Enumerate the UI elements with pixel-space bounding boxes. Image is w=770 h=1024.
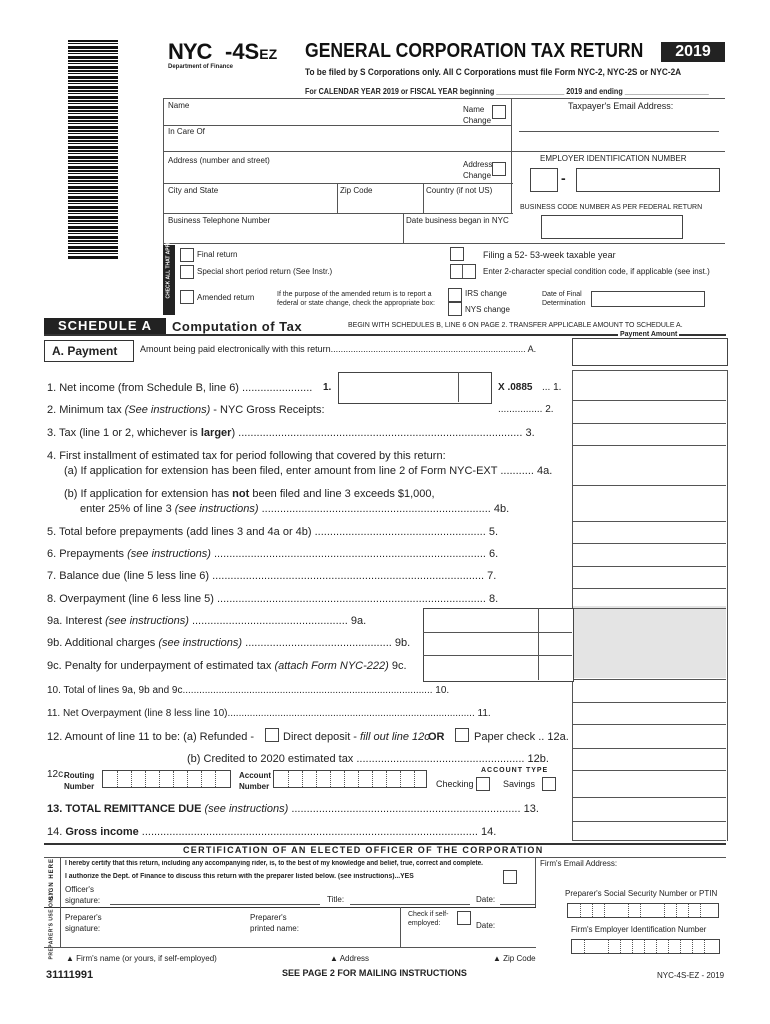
line-10: 10. Total of lines 9a, 9b and 9c.......................................................................................... 10. <box>47 685 450 696</box>
preparer-signature-label: Preparer's signature: <box>65 913 102 933</box>
preparer-use-label: PREPARER'S USE ONLY <box>48 891 55 960</box>
line-2: 2. Minimum tax (See instructions) - NYC Gross Receipts: <box>47 404 325 416</box>
begin-note: BEGIN WITH SCHEDULES B, LINE 6 ON PAGE 2. TRANSFER APPLICABLE AMOUNT TO SCHEDULE A. <box>348 322 683 329</box>
preparer-name-label: Preparer's printed name: <box>250 913 299 933</box>
zip-label: Zip Code <box>340 186 373 195</box>
line-4a: (a) If application for extension has been filed, enter amount from line 2 of Form NYC-EXT ........... 4a. <box>64 465 553 477</box>
self-employed-checkbox[interactable] <box>457 911 471 925</box>
in-care-of-label: In Care Of <box>168 127 205 136</box>
line-8: 8. Overpayment (line 6 less line 5) ........................................................................................ 8. <box>47 593 499 605</box>
line9-input-box[interactable] <box>423 608 574 682</box>
address-change-label: Address Change <box>463 160 493 180</box>
form-code: -4SEZ <box>225 39 278 64</box>
special-condition-label: Enter 2-character special condition code, if applicable (see inst.) <box>483 267 710 276</box>
address-change-checkbox[interactable] <box>492 162 506 176</box>
self-employed-label: Check if self- employed: <box>408 911 449 927</box>
country-label: Country (if not US) <box>426 186 493 195</box>
schedule-a-badge: SCHEDULE A <box>44 318 166 334</box>
line-4b-2: enter 25% of line 3 (see instructions) ........................................................................... 4b. <box>80 503 510 515</box>
bcn-label: BUSINESS CODE NUMBER AS PER FEDERAL RETURN <box>520 204 703 211</box>
firm-address-label: ▲ Address <box>330 954 370 963</box>
line-4b-1: (b) If application for extension has not been filed and line 3 exceeds $1,000, <box>64 488 435 500</box>
form-code-footer: 31111991 <box>46 969 94 981</box>
line-11: 11. Net Overpayment (line 8 less line 10)......................................................................................... 11. <box>47 708 491 719</box>
barcode <box>68 40 118 260</box>
preparer-ssn-label: Preparer's Social Security Number or PTIN <box>565 889 718 898</box>
title-label: Title: <box>327 895 345 904</box>
payment-desc: Amount being paid electronically with this return.............................................................................. A. <box>140 344 537 354</box>
final-return-label: Final return <box>197 250 238 259</box>
city-label: City and State <box>168 186 219 195</box>
line-9b: 9b. Additional charges (see instructions) ................................................ 9b. <box>47 637 411 649</box>
paper-check-checkbox[interactable] <box>455 728 469 742</box>
line-9c: 9c. Penalty for underpayment of estimated tax (attach Form NYC-222) 9c. <box>47 660 407 672</box>
line-6: 6. Prepayments (see instructions) ......................................................................................... 6. <box>47 548 499 560</box>
52-53-week-label: Filing a 52- 53-week taxable year <box>483 250 616 260</box>
authorize-yes-checkbox[interactable] <box>503 870 517 884</box>
form-subtitle: To be filed by S Corporations only. All C Corporations must file Form NYC-2, NYC-2S or NYC-2A <box>305 67 682 77</box>
52-53-week-checkbox[interactable] <box>450 247 464 261</box>
firm-zip-label: ▲ Zip Code <box>493 954 536 963</box>
ein-label: EMPLOYER IDENTIFICATION NUMBER <box>540 154 687 163</box>
line-13: 13. TOTAL REMITTANCE DUE (see instructions) ........................................................................... 13. <box>47 803 539 815</box>
date-final-label: Date of Final Determination <box>542 291 586 307</box>
line-12: 12. Amount of line 11 to be: (a) Refunded - <box>47 731 255 743</box>
officer-signature-label: Officer's signature: <box>65 885 101 905</box>
cert-statement: I hereby certify that this return, including any accompanying rider, is, to the best of my knowledge and belief, true, correct and complete. <box>65 860 483 867</box>
sign-here-label: SIGN HERE <box>49 857 55 900</box>
bcn-input[interactable] <box>541 215 683 239</box>
line-4: 4. First installment of estimated tax for period following that covered by this return: <box>47 450 446 462</box>
amended-checkbox[interactable] <box>180 290 194 304</box>
year-badge: 2019 <box>661 42 725 62</box>
name-label: Name <box>168 101 190 110</box>
routing-label: Routing Number <box>64 771 95 791</box>
ein-dash: - <box>561 170 566 186</box>
line-14: 14. Gross income .............................................................................................................. 14. <box>47 826 497 838</box>
preparer-ssn-input[interactable] <box>567 903 719 918</box>
special-condition-input[interactable] <box>450 264 476 279</box>
mailing-instructions: SEE PAGE 2 FOR MAILING INSTRUCTIONS <box>282 968 467 978</box>
line-3: 3. Tax (line 1 or 2, whichever is larger) ............................................................................................. 3. <box>47 427 535 439</box>
savings-label: Savings <box>503 779 536 789</box>
ein-input-right[interactable] <box>576 168 720 192</box>
amended-note: If the purpose of the amended return is to report a federal or state change, check the appropriate box: <box>277 291 435 307</box>
checking-checkbox[interactable] <box>476 777 490 791</box>
account-type-label: ACCOUNT TYPE <box>481 767 549 774</box>
authorize-statement: I authorize the Dept. of Finance to discuss this return with the preparer listed below. (see instructions)...YES <box>65 873 414 880</box>
line-1-rate: X .0885 <box>498 382 533 393</box>
cert-heading: CERTIFICATION OF AN ELECTED OFFICER OF THE CORPORATION <box>183 845 544 855</box>
firm-name-label: ▲ Firm's name (or yours, if self-employed) <box>66 954 217 963</box>
line-1: 1. Net income (from Schedule B, line 6) ....................... <box>47 382 313 394</box>
date-label-officer: Date: <box>476 895 496 904</box>
calendar-year-line: For CALENDAR YEAR 2019 or FISCAL YEAR beginning _________________ 2019 and ending _____________________ <box>305 87 709 96</box>
firm-ein-label: Firm's Employer Identification Number <box>571 925 707 934</box>
date-final-input[interactable] <box>591 291 705 307</box>
line-1-mid: 1. <box>323 382 332 393</box>
line-2-end: ................ 2. <box>498 404 554 415</box>
or-label: OR <box>428 731 445 743</box>
nyc-logo: NYC <box>168 39 212 64</box>
name-change-label: Name Change <box>463 105 492 125</box>
email-label: Taxpayer's Email Address: <box>568 101 674 111</box>
payment-amount-header: Payment Amount <box>620 331 678 338</box>
irs-change-label: IRS change <box>465 289 507 298</box>
paper-check-label: Paper check .. 12a. <box>474 731 569 743</box>
line-5: 5. Total before prepayments (add lines 3 and 4a or 4b) ........................................................ 5. <box>47 526 499 538</box>
account-label: Account Number <box>239 771 271 791</box>
payment-amount-input[interactable] <box>572 338 728 366</box>
account-number-input[interactable] <box>273 770 427 788</box>
date-label-preparer: Date: <box>476 921 496 930</box>
direct-deposit-label: Direct deposit - fill out line 12c <box>283 731 430 743</box>
routing-number-input[interactable] <box>102 770 231 788</box>
line1-income-input[interactable] <box>338 372 492 404</box>
name-change-checkbox[interactable] <box>492 105 506 119</box>
amended-label: Amended return <box>197 293 255 302</box>
address-label: Address (number and street) <box>168 156 270 165</box>
payment-label: A. Payment <box>52 344 118 358</box>
check-all-text: CHECK ALL THAT APPLY <box>165 238 172 299</box>
schedule-a-title: Computation of Tax <box>172 319 303 334</box>
line-7: 7. Balance due (line 5 less line 6) ......................................................................................... 7. <box>47 570 497 582</box>
special-short-label: Special short period return (See Instr.) <box>197 267 333 276</box>
refund-direct-deposit-checkbox[interactable] <box>265 728 279 742</box>
dept-label: Department of Finance <box>168 64 234 70</box>
irs-change-checkbox[interactable] <box>448 288 462 302</box>
checking-label: Checking <box>436 779 474 789</box>
form-id-footer: NYC-4S-EZ - 2019 <box>657 971 725 980</box>
line-1-end: ... 1. <box>542 382 562 393</box>
ein-input-left[interactable] <box>530 168 558 192</box>
phone-label: Business Telephone Number <box>168 216 271 225</box>
final-return-checkbox[interactable] <box>180 248 194 262</box>
line-12c-label: 12c. <box>47 769 66 780</box>
firm-email-label: Firm's Email Address: <box>540 859 618 868</box>
date-began-label: Date business began in NYC <box>406 216 509 225</box>
nys-change-label: NYS change <box>465 305 510 314</box>
firm-ein-input[interactable] <box>571 939 720 954</box>
savings-checkbox[interactable] <box>542 777 556 791</box>
line-12b: (b) Credited to 2020 estimated tax ....................................................... 12b. <box>187 753 549 765</box>
form-title: GENERAL CORPORATION TAX RETURN <box>305 40 644 62</box>
special-short-checkbox[interactable] <box>180 265 194 279</box>
line-9a: 9a. Interest (see instructions) ................................................... 9a. <box>47 615 367 627</box>
nys-change-checkbox[interactable] <box>448 302 462 316</box>
